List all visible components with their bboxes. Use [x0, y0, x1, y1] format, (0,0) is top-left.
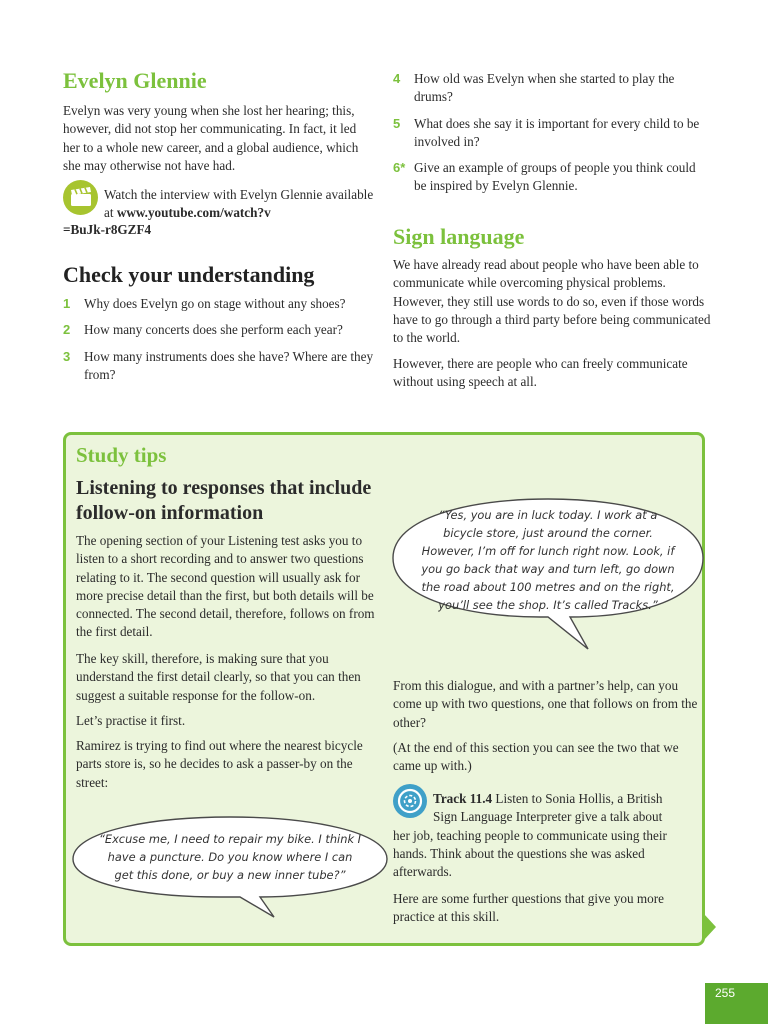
question-item	[393, 115, 711, 152]
sign-language-paragraph-2: However, there are people who can freely communicate without using speech at all.	[393, 356, 688, 390]
watch-interview-text	[104, 186, 374, 223]
question-text: How many instruments does she have? Where are they from?	[84, 348, 374, 382]
question-number: 2	[63, 322, 71, 338]
question-text: What does she say it is important for every child to be involved in?	[414, 115, 700, 149]
speech-bubble-reply	[390, 496, 706, 656]
question-item	[393, 159, 711, 196]
youtube-link[interactable]: www.youtube.com/watch?v	[116, 205, 271, 221]
more-questions-list	[393, 70, 711, 204]
question-text: Why does Evelyn go on stage without any shoes?	[84, 296, 346, 311]
track-rest: her job, teaching people to communicate using their hands. Think about the questions she was asked afterwards.	[393, 827, 667, 880]
check-understanding-heading: Check your understanding	[63, 262, 315, 287]
question-text: How many concerts does she perform each year?	[84, 322, 343, 338]
study-paragraph-2: The key skill, therefore, is making sure that you understand the first detail clearly, so that you can then suggest a suitable response for the follow-on.	[76, 651, 361, 703]
youtube-link-continued[interactable]: =BuJk-r8GZF4	[63, 222, 152, 237]
video-clapper-icon	[63, 180, 98, 215]
sign-language-paragraph-1: We have already read about people who have been able to communicate while overcoming physical problems. However, they still use words to do so, even if those words have to go through a third party before being communicated to the world.	[393, 257, 711, 346]
speech-bubble-question	[70, 812, 390, 922]
check-questions-list	[63, 295, 375, 392]
question-number: 3	[63, 348, 71, 364]
question-text: How old was Evelyn when she started to play the drums?	[414, 71, 675, 105]
dialogue-task-paragraph: From this dialogue, and with a partner’s help, can you come up with two questions, one that follows on from the other?	[393, 678, 698, 730]
continue-arrow-icon	[704, 914, 716, 940]
page-number-box	[705, 983, 768, 1024]
speech-bubble-question-text: “Excuse me, I need to repair my bike. I think I have a puncture. Do you know where I can get this done, or buy a new inner tube?”	[98, 832, 362, 882]
question-number: 4	[393, 71, 401, 86]
track-line-2: Sign Language Interpreter give a talk about	[433, 809, 663, 825]
dialogue-note-paragraph: (At the end of this section you can see the two that we came up with.)	[393, 740, 679, 774]
page-number: 255	[715, 986, 736, 1000]
study-paragraph-4: Ramirez is trying to find out where the nearest bicycle parts store is, so he decides to ask a passer-by on the street:	[76, 738, 363, 790]
further-questions-paragraph: Here are some further questions that give you more practice at this skill.	[393, 891, 664, 925]
study-tips-subtitle: Listening to responses that include follow-on information	[76, 477, 372, 524]
evelyn-glennie-heading: Evelyn Glennie	[63, 68, 207, 93]
question-item	[63, 295, 375, 313]
question-number: 6*	[393, 160, 406, 176]
evelyn-intro-paragraph: Evelyn was very young when she lost her hearing; this, however, did not stop her communicating. In fact, it led her to a whole new career, and a global audience, which she may otherwise not have had.	[63, 103, 359, 173]
question-number: 1	[63, 296, 71, 311]
speech-bubble-reply-text: “Yes, you are in luck today. I work at a bicycle store, just around the corner. However, I’m off for lunch right now. Look, if you go back that way and turn left, go down the road about 100 metres and on the right, you’ll see the shop. It’s called Tracks.”	[421, 508, 675, 612]
study-paragraph-1: The opening section of your Listening test asks you to listen to a short recording and to answer two questions relating to it. The second question will usually ask for more precise detail than the first, but both details will be connected. The second detail, therefore, follows on from the first detail.	[76, 533, 375, 640]
track-line-1: Listen to Sonia Hollis, a British	[492, 791, 663, 806]
sign-language-heading: Sign language	[393, 224, 525, 249]
watch-interview-label: Watch the interview with Evelyn Glennie available at	[104, 187, 374, 221]
study-paragraph-3: Let’s practise it first.	[76, 713, 186, 728]
question-text: Give an example of groups of people you think could be inspired by Evelyn Glennie.	[414, 160, 696, 194]
track-instruction-paragraph	[393, 790, 703, 881]
question-item	[63, 348, 375, 385]
question-number: 5	[393, 115, 401, 131]
question-item	[63, 321, 375, 339]
study-tips-heading: Study tips	[76, 443, 167, 467]
track-label: Track 11.4	[433, 791, 493, 806]
question-item	[393, 70, 711, 107]
